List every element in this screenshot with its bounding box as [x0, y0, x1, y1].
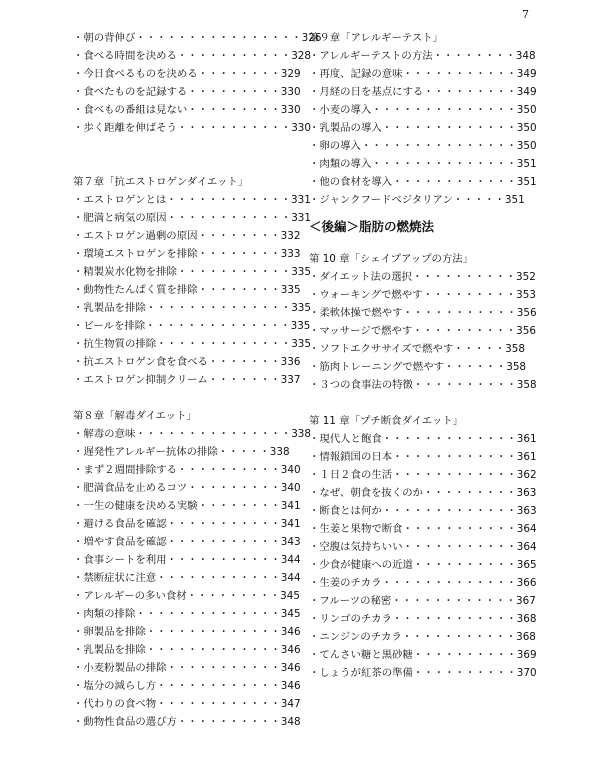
toc-entry: ・ウォーキングで燃やす・・・・・・・・・353 — [309, 289, 536, 301]
toc-entry: ・卵の導入・・・・・・・・・・・・・・・350 — [309, 140, 537, 152]
toc-entry: ・環境エストロゲンを排除・・・・・・・・333 — [73, 248, 301, 260]
toc-entry: ・てんさい糖と黒砂糖・・・・・・・・・・369 — [309, 649, 537, 661]
toc-entry: ・動物性たんぱく質を排除・・・・・・・・335 — [73, 284, 301, 296]
chapter-heading: 第７章「抗エストロゲンダイエット」 — [73, 176, 249, 188]
toc-entry: ・まず２週間排除する・・・・・・・・・・340 — [73, 464, 301, 476]
toc-entry: ・なぜ、朝食を抜くのか・・・・・・・・・363 — [309, 487, 537, 499]
toc-entry: ・月経の日を基点にする・・・・・・・・・349 — [309, 86, 537, 98]
toc-entry: ・筋肉トレーニングで燃やす・・・・・・358 — [309, 361, 527, 373]
toc-entry: ・今日食べるものを決める・・・・・・・・329 — [73, 68, 301, 80]
toc-entry: ・アレルギーの多い食材・・・・・・・・・345 — [73, 590, 300, 602]
toc-entry: ・フルーツの秘密・・・・・・・・・・・・367 — [309, 595, 536, 607]
toc-entry: ・柔軟体操で燃やす・・・・・・・・・・・356 — [309, 307, 537, 319]
toc-entry: ・抗エストロゲン食を食べる・・・・・・・336 — [73, 356, 301, 368]
toc-entry: ・他の食材を導入・・・・・・・・・・・・351 — [309, 176, 537, 188]
toc-entry: ・マッサージで燃やす・・・・・・・・・・356 — [309, 325, 537, 337]
toc-entry: ・ビールを排除・・・・・・・・・・・・・・335 — [73, 320, 311, 332]
toc-entry: ・小麦の導入・・・・・・・・・・・・・・350 — [309, 104, 537, 116]
toc-entry: ・断食とは何か・・・・・・・・・・・・・363 — [309, 505, 537, 517]
toc-entry: ・現代人と飽食・・・・・・・・・・・・・361 — [309, 433, 537, 445]
toc-entry: ・食べる時間を決める・・・・・・・・・・・328 — [73, 50, 312, 62]
toc-entry: ・動物性食品の選び方・・・・・・・・・・348 — [73, 716, 301, 728]
toc-left-column — [73, 29, 322, 731]
toc-group — [309, 430, 537, 682]
toc-entry: ・エストロゲン抑制クリーム・・・・・・・337 — [73, 374, 301, 386]
toc-entry: ・リンゴのチカラ・・・・・・・・・・・・368 — [309, 613, 537, 625]
toc-entry: ・少食が健康への近道・・・・・・・・・・365 — [309, 559, 537, 571]
toc-entry: ・朝の背伸び・・・・・・・・・・・・・・・・326 — [73, 32, 322, 44]
toc-entry: ・食べもの番組は見ない・・・・・・・・・330 — [73, 104, 301, 116]
toc-entry: ・１日２食の生活・・・・・・・・・・・・362 — [309, 469, 537, 481]
toc-entry: ・代わりの食べ物・・・・・・・・・・・・347 — [73, 698, 301, 710]
toc-entry: ・解毒の意味・・・・・・・・・・・・・・・338 — [73, 428, 312, 440]
toc-entry: ・食事シートを利用・・・・・・・・・・・344 — [73, 554, 301, 566]
toc-entry: ・生姜と果物で断食・・・・・・・・・・・364 — [309, 523, 537, 535]
toc-entry: ・再度、記録の意味・・・・・・・・・・・349 — [309, 68, 537, 80]
toc-entry: ・情報鎖国の日本・・・・・・・・・・・・361 — [309, 451, 537, 463]
toc-right-column — [309, 29, 537, 682]
page-number: 7 — [522, 8, 529, 21]
toc-group — [73, 191, 312, 389]
toc-entry: ・卵製品を排除・・・・・・・・・・・・・346 — [73, 626, 301, 638]
toc-entry: ・エストロゲン過剰の原因・・・・・・・・332 — [73, 230, 301, 242]
toc-entry: ・一生の健康を決める実験・・・・・・・・341 — [73, 500, 301, 512]
toc-entry: ・精製炭水化物を排除・・・・・・・・・・・335 — [73, 266, 312, 278]
toc-group — [309, 47, 537, 209]
chapter-heading: 第８章「解毒ダイエット」 — [73, 410, 197, 422]
toc-entry: ・エストロゲンとは・・・・・・・・・・・・331 — [73, 194, 311, 206]
toc-entry: ・乳製品を排除・・・・・・・・・・・・・346 — [73, 644, 301, 656]
toc-entry: ・小麦粉製品の排除・・・・・・・・・・・346 — [73, 662, 301, 674]
toc-entry: ・肥満と病気の原因・・・・・・・・・・・・331 — [73, 212, 312, 224]
toc-entry: ・しょうが紅茶の準備・・・・・・・・・・370 — [309, 667, 537, 679]
toc-entry: ・塩分の減らし方・・・・・・・・・・・・346 — [73, 680, 301, 692]
toc-entry: ・ジャンクフードベジタリアン・・・・・351 — [309, 194, 525, 206]
chapter-heading: 第９章「アレルギーテスト」 — [309, 32, 443, 44]
toc-entry: ・乳製品を排除・・・・・・・・・・・・・・335 — [73, 302, 312, 314]
toc-entry: ・歩く距離を伸ばそう・・・・・・・・・・・330 — [73, 122, 312, 134]
toc-entry: ・肉類の導入・・・・・・・・・・・・・・351 — [309, 158, 537, 170]
toc-entry: ・抗生物質の排除・・・・・・・・・・・・・335 — [73, 338, 312, 350]
toc-entry: ・禁断症状に注意・・・・・・・・・・・・344 — [73, 572, 301, 584]
toc-entry: ・ダイエット法の選択・・・・・・・・・・352 — [309, 271, 536, 283]
toc-entry: ・遅発性アレルギー抗体の排除・・・・・338 — [73, 446, 290, 458]
toc-entry: ・アレルギーテストの方法・・・・・・・・348 — [309, 50, 536, 62]
toc-group — [73, 29, 322, 137]
chapter-heading: 第 10 章「シェイプアップの方法」 — [309, 253, 474, 265]
toc-entry: ・生姜のチカラ・・・・・・・・・・・・・366 — [309, 577, 537, 589]
toc-entry: ・肥満食品を止めるコツ・・・・・・・・・340 — [73, 482, 301, 494]
chapter-heading: 第 11 章「プチ断食ダイエット」 — [309, 415, 464, 427]
toc-entry: ・食べたものを記録する・・・・・・・・・330 — [73, 86, 301, 98]
toc-entry: ・ニンジンのチカラ・・・・・・・・・・・368 — [309, 631, 536, 643]
toc-entry: ・ソフトエクササイズで燃やす・・・・・358 — [309, 343, 526, 355]
toc-entry: ・３つの食事法の特徴・・・・・・・・・・358 — [309, 379, 537, 391]
toc-entry: ・乳製品の導入・・・・・・・・・・・・・350 — [309, 122, 537, 134]
toc-entry: ・増やす食品を確認・・・・・・・・・・・343 — [73, 536, 301, 548]
toc-group — [73, 425, 312, 731]
toc-group — [309, 268, 537, 394]
part-heading: ＜後編＞脂肪の燃焼法 — [309, 219, 435, 234]
toc-entry: ・肉類の排除・・・・・・・・・・・・・・345 — [73, 608, 301, 620]
toc-entry: ・避ける食品を確認・・・・・・・・・・・341 — [73, 518, 301, 530]
toc-entry: ・空腹は気持ちいい・・・・・・・・・・・364 — [309, 541, 537, 553]
